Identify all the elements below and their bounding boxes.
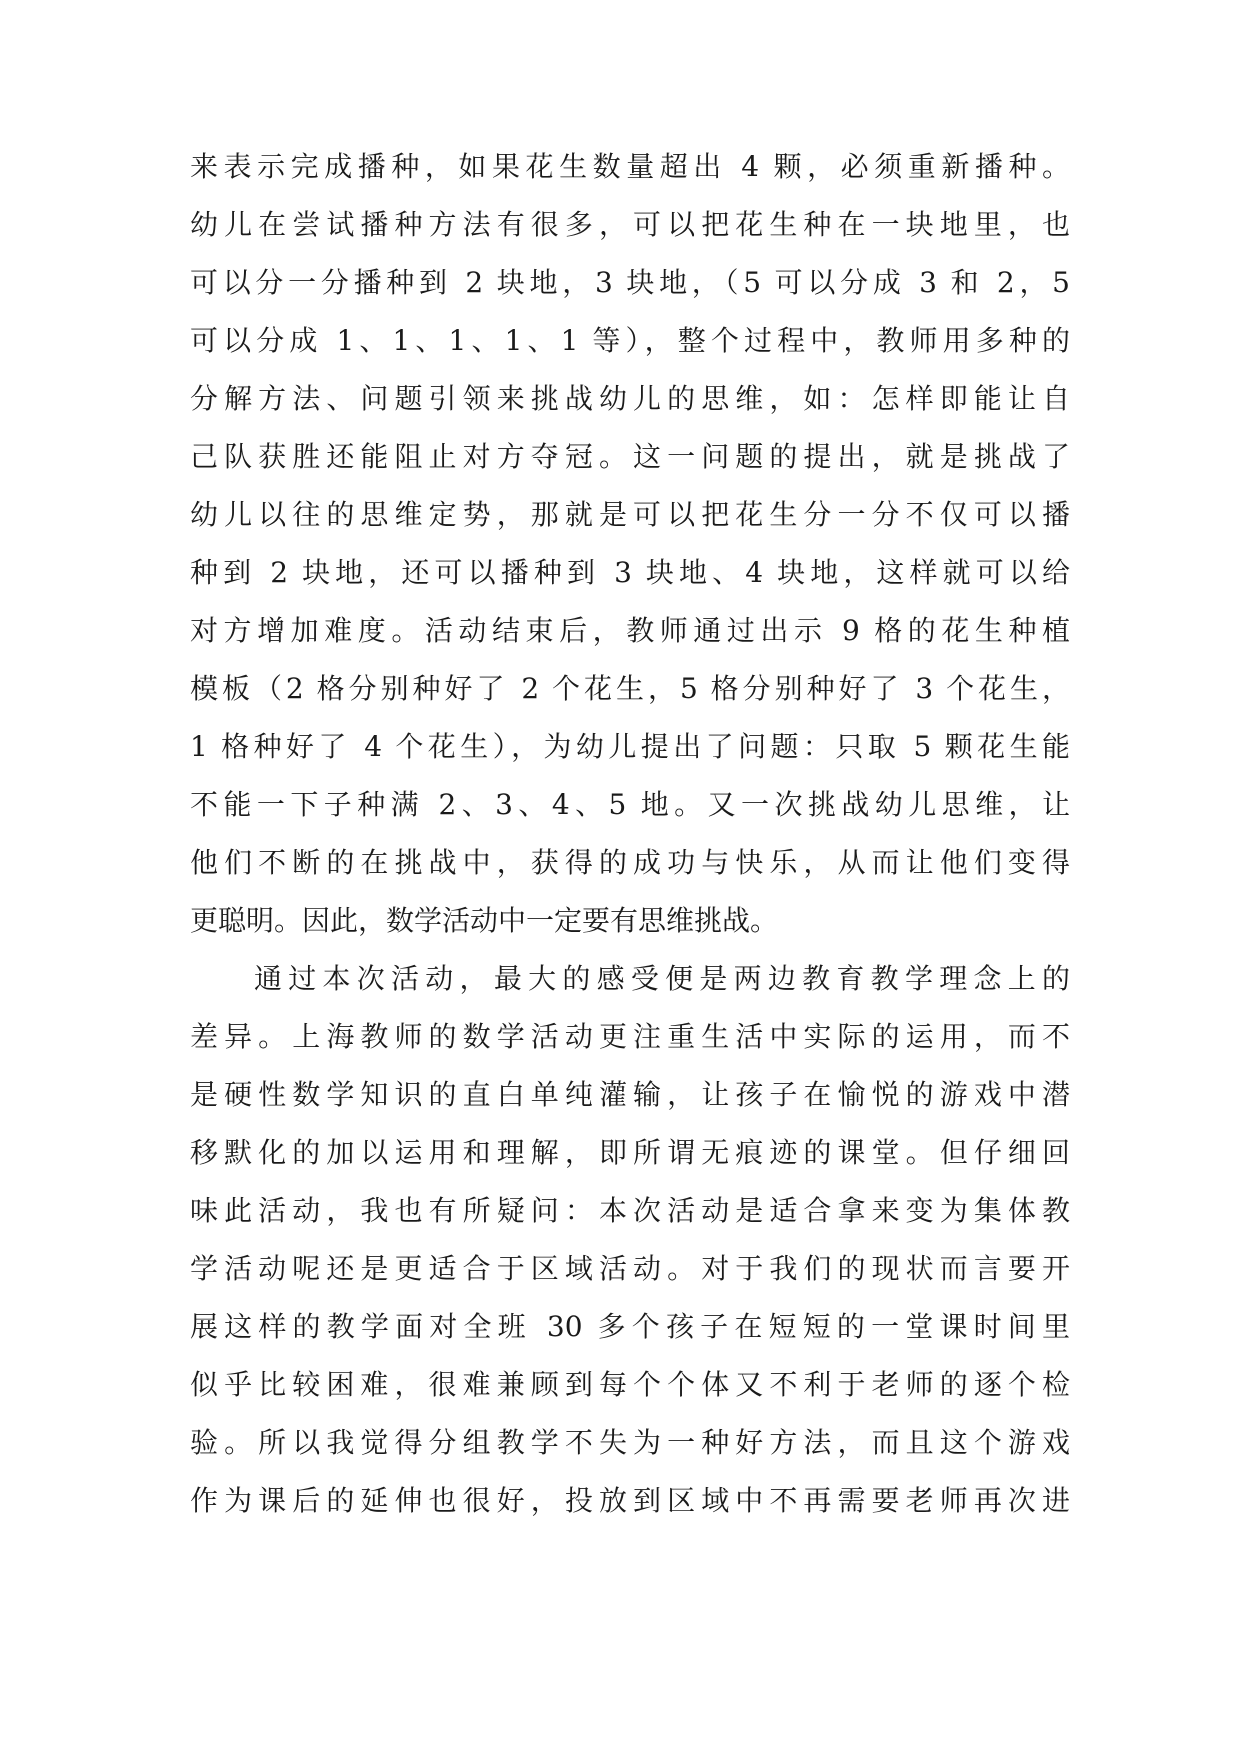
paragraph-1-line: 可以分成 1、1、1、1、1 等），整个过程中，教师用多种的 bbox=[190, 324, 1070, 357]
paragraph-2-line: 味此活动，我也有所疑问：本次活动是适合拿来变为集体教 bbox=[190, 1194, 1070, 1227]
paragraph-1-line: 模板（2 格分别种好了 2 个花生，5 格分别种好了 3 个花生， bbox=[190, 672, 1070, 705]
paragraph-1-line: 己队获胜还能阻止对方夺冠。这一问题的提出，就是挑战了 bbox=[190, 440, 1070, 473]
paragraph-1-line: 种到 2 块地，还可以播种到 3 块地、4 块地，这样就可以给 bbox=[190, 556, 1070, 589]
paragraph-1-line: 幼儿以往的思维定势，那就是可以把花生分一分不仅可以播 bbox=[190, 498, 1070, 531]
paragraph-1-line: 分解方法、问题引领来挑战幼儿的思维，如：怎样即能让自 bbox=[190, 382, 1070, 415]
paragraph-2-line: 展这样的教学面对全班 30 多个孩子在短短的一堂课时间里 bbox=[190, 1310, 1070, 1343]
paragraph-2-line: 似乎比较困难，很难兼顾到每个个体又不利于老师的逐个检 bbox=[190, 1368, 1070, 1401]
paragraph-1-line: 对方增加难度。活动结束后，教师通过出示 9 格的花生种植 bbox=[190, 614, 1070, 647]
paragraph-2-line: 作为课后的延伸也很好，投放到区域中不再需要老师再次进 bbox=[190, 1484, 1070, 1517]
paragraph-2-line: 学活动呢还是更适合于区域活动。对于我们的现状而言要开 bbox=[190, 1252, 1070, 1285]
paragraph-1-line: 不能一下子种满 2、3、4、5 地。又一次挑战幼儿思维，让 bbox=[190, 788, 1070, 821]
paragraph-1-line: 来表示完成播种，如果花生数量超出 4 颗，必须重新播种。 bbox=[190, 150, 1070, 183]
paragraph-2-line: 差异。上海教师的数学活动更注重生活中实际的运用，而不 bbox=[190, 1020, 1070, 1053]
paragraph-1-line: 1 格种好了 4 个花生），为幼儿提出了问题：只取 5 颗花生能 bbox=[190, 730, 1070, 763]
paragraph-2-line: 验。所以我觉得分组教学不失为一种好方法，而且这个游戏 bbox=[190, 1426, 1070, 1459]
paragraph-1-line: 幼儿在尝试播种方法有很多，可以把花生种在一块地里，也 bbox=[190, 208, 1070, 241]
paragraph-1-line: 更聪明。因此，数学活动中一定要有思维挑战。 bbox=[190, 904, 779, 937]
paragraph-2-line: 移默化的加以运用和理解，即所谓无痕迹的课堂。但仔细回 bbox=[190, 1136, 1070, 1169]
paragraph-1-line: 可以分一分播种到 2 块地，3 块地，（5 可以分成 3 和 2，5 bbox=[190, 266, 1070, 299]
paragraph-2-line: 通过本次活动，最大的感受便是两边教育教学理念上的 bbox=[254, 962, 1070, 995]
paragraph-2-line: 是硬性数学知识的直白单纯灌输，让孩子在愉悦的游戏中潜 bbox=[190, 1078, 1070, 1111]
paragraph-1-line: 他们不断的在挑战中，获得的成功与快乐，从而让他们变得 bbox=[190, 846, 1070, 879]
